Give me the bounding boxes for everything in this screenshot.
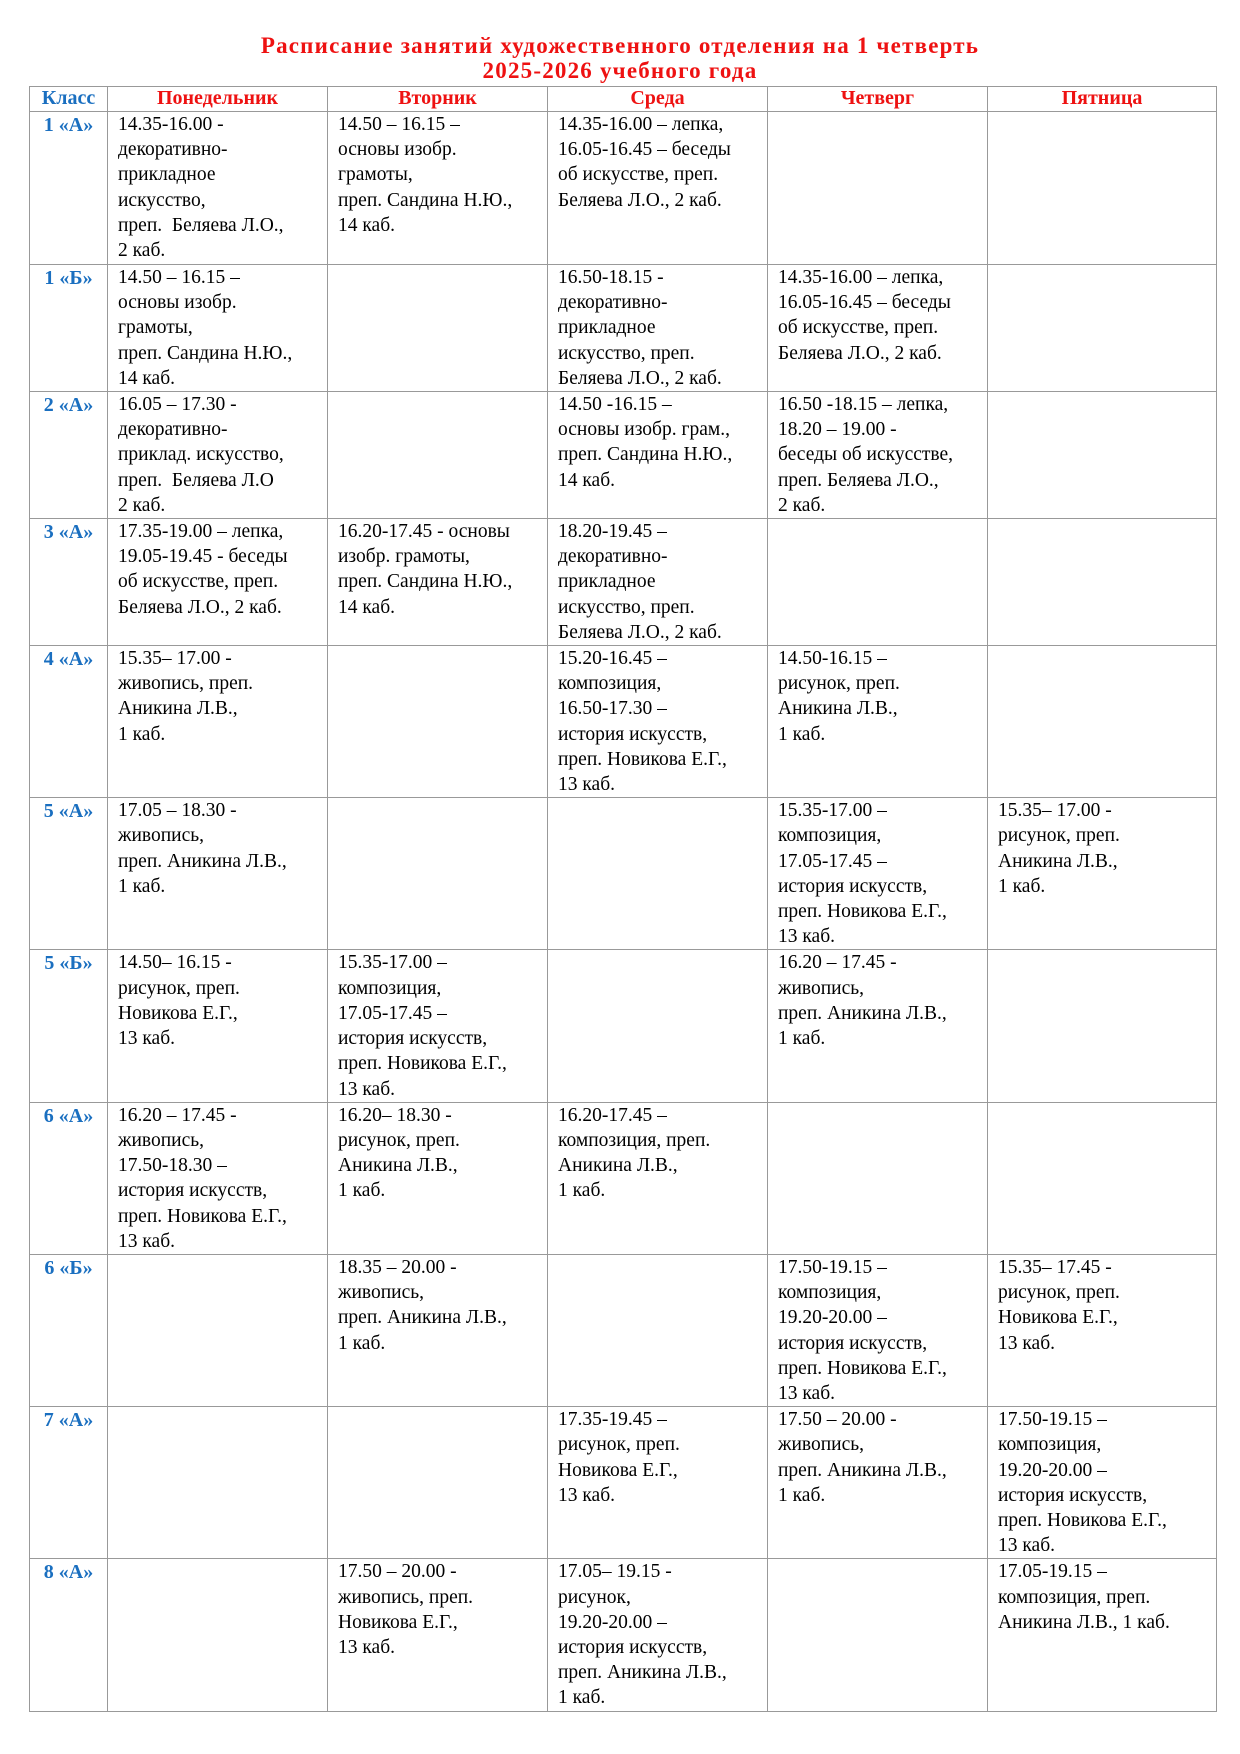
class-label: 8 «А» — [30, 1559, 108, 1711]
header-class: Класс — [30, 87, 108, 112]
schedule-row — [30, 519, 1217, 646]
lesson-cell-monday — [108, 1102, 328, 1254]
lesson-cell-tuesday — [328, 1254, 548, 1406]
lesson-line: 14.35-16.00 – лепка, — [778, 267, 944, 288]
schedule-row — [30, 265, 1217, 392]
lesson-line: 1 каб. — [118, 875, 166, 897]
lesson-cell-wednesday — [548, 1559, 768, 1711]
lesson-line: рисунок, преп. — [558, 1434, 680, 1456]
lesson-line: рисунок, преп. — [998, 825, 1120, 847]
lesson-cell-friday — [988, 1407, 1217, 1559]
lesson-line: 16.05 – 17.30 - — [118, 394, 237, 416]
lesson-line: об искусстве, преп. — [118, 571, 279, 593]
lesson-line: преп. Новикова Е.Г., — [778, 1357, 947, 1379]
lesson-line: 14.50 – 16.15 – — [118, 267, 240, 288]
lesson-line: история искусств, — [998, 1484, 1148, 1506]
lesson-cell-friday — [988, 798, 1217, 950]
lesson-line: история искусств, — [778, 1332, 928, 1354]
header-row — [30, 87, 1217, 112]
lesson-line: история искусств, — [338, 1028, 488, 1050]
lesson-line: преп. Аникина Л.В., — [118, 850, 287, 872]
lesson-line: изобр. грамоты, — [338, 546, 470, 568]
lesson-line: 17.05 – 18.30 - — [118, 800, 237, 822]
lesson-line: композиция, — [998, 1434, 1102, 1456]
lesson-line: 13 каб. — [778, 926, 836, 948]
lesson-cell-friday — [988, 112, 1217, 265]
lesson-line: 16.50-18.15 - — [558, 267, 664, 288]
lesson-line: рисунок, преп. — [118, 977, 240, 999]
lesson-line: 2 каб. — [118, 494, 166, 516]
lesson-cell-wednesday — [548, 392, 768, 519]
lesson-line: 1 каб. — [118, 723, 166, 745]
lesson-line: грамоты, — [338, 164, 413, 186]
lesson-cell-monday — [108, 950, 328, 1102]
lesson-line: 13 каб. — [558, 1484, 616, 1506]
lesson-line: 16.50 -18.15 – лепка, — [778, 394, 949, 416]
lesson-line: 18.20 – 19.00 - — [778, 419, 897, 441]
lesson-line: история искусств, — [558, 723, 708, 745]
lesson-line: основы изобр. грам., — [558, 419, 730, 441]
lesson-line: 17.50 – 20.00 - — [778, 1409, 897, 1431]
lesson-line: 14.50 – 16.15 – — [338, 114, 460, 135]
class-label: 2 «А» — [30, 392, 108, 519]
lesson-line: преп. Аникина Л.В., — [778, 1459, 947, 1481]
lesson-line: декоративно- — [558, 292, 668, 314]
lesson-cell-friday — [988, 392, 1217, 519]
class-label: 4 «А» — [30, 646, 108, 798]
lesson-cell-friday — [988, 519, 1217, 646]
lesson-line: 1 каб. — [558, 1180, 606, 1202]
lesson-line: 15.35– 17.00 - — [118, 648, 232, 670]
lesson-cell-tuesday — [328, 112, 548, 265]
lesson-cell-monday — [108, 519, 328, 646]
schedule-table — [29, 86, 1217, 1712]
lesson-line: Аникина Л.В., — [998, 850, 1118, 872]
lesson-line: 17.50-18.30 – — [118, 1155, 227, 1177]
lesson-cell-wednesday — [548, 265, 768, 392]
lesson-line: преп. Сандина Н.Ю., — [558, 444, 733, 466]
class-label: 1 «Б» — [30, 265, 108, 392]
class-label: 5 «Б» — [30, 950, 108, 1102]
lesson-line: 1 каб. — [778, 723, 826, 745]
lesson-line: декоративно- — [118, 139, 228, 161]
lesson-cell-wednesday — [548, 112, 768, 265]
lesson-cell-wednesday — [548, 519, 768, 646]
lesson-line: 13 каб. — [338, 1078, 396, 1100]
lesson-line: живопись, преп. — [118, 673, 254, 695]
lesson-line: 17.50 – 20.00 - — [338, 1561, 457, 1583]
lesson-line: 14.35-16.00 - — [118, 114, 224, 135]
lesson-cell-thursday — [768, 392, 988, 519]
lesson-cell-monday — [108, 112, 328, 265]
lesson-cell-monday — [108, 798, 328, 950]
lesson-line: преп. Сандина Н.Ю., — [118, 342, 293, 364]
lesson-cell-thursday — [768, 265, 988, 392]
lesson-line: Беляева Л.О., 2 каб. — [118, 596, 282, 618]
schedule-body — [30, 112, 1217, 1712]
lesson-line: 17.50-19.15 – — [778, 1256, 887, 1278]
schedule-row — [30, 1559, 1217, 1711]
lesson-line: живопись, преп. — [338, 1586, 474, 1608]
lesson-line: 13 каб. — [338, 1636, 396, 1658]
lesson-cell-tuesday — [328, 265, 548, 392]
lesson-line: 14 каб. — [338, 596, 396, 618]
class-label: 1 «А» — [30, 112, 108, 265]
lesson-line: прикладное — [118, 164, 216, 186]
lesson-line: рисунок, преп. — [998, 1282, 1120, 1304]
lesson-cell-thursday — [768, 519, 988, 646]
lesson-line: 13 каб. — [118, 1028, 176, 1050]
lesson-line: 16.20 – 17.45 - — [118, 1104, 237, 1126]
lesson-line: Беляева Л.О., 2 каб. — [558, 189, 722, 211]
header-friday: Пятница — [988, 87, 1217, 112]
lesson-cell-friday — [988, 265, 1217, 392]
lesson-cell-thursday — [768, 1559, 988, 1711]
lesson-line: 19.05-19.45 - беседы — [118, 546, 288, 568]
lesson-line: 14 каб. — [118, 367, 176, 389]
lesson-cell-thursday — [768, 1407, 988, 1559]
lesson-line: преп. Новикова Е.Г., — [338, 1053, 507, 1075]
lesson-line: основы изобр. — [338, 139, 457, 161]
lesson-cell-tuesday — [328, 392, 548, 519]
lesson-line: 15.35-17.00 – — [338, 952, 447, 974]
lesson-line: история искусств, — [558, 1636, 708, 1658]
lesson-line: история искусств, — [778, 875, 928, 897]
class-label: 6 «Б» — [30, 1254, 108, 1406]
lesson-line: композиция, — [558, 673, 662, 695]
lesson-cell-monday — [108, 392, 328, 519]
lesson-line: Беляева Л.О., 2 каб. — [778, 342, 942, 364]
schedule-row — [30, 1102, 1217, 1254]
lesson-cell-tuesday — [328, 519, 548, 646]
class-label: 6 «А» — [30, 1102, 108, 1254]
lesson-cell-friday — [988, 1559, 1217, 1711]
page-title — [0, 33, 1240, 83]
lesson-line: 14 каб. — [558, 469, 616, 491]
lesson-line: 16.20-17.45 – — [558, 1104, 667, 1126]
lesson-cell-wednesday — [548, 1254, 768, 1406]
lesson-line: преп. Новикова Е.Г., — [118, 1205, 287, 1227]
lesson-cell-thursday — [768, 1254, 988, 1406]
lesson-line: 13 каб. — [778, 1382, 836, 1404]
lesson-line: 14 каб. — [338, 214, 396, 236]
lesson-line: преп. Беляева Л.О — [118, 469, 274, 491]
schedule-row — [30, 1407, 1217, 1559]
lesson-line: преп. Новикова Е.Г., — [998, 1509, 1167, 1531]
lesson-line: 17.35-19.45 – — [558, 1409, 667, 1431]
lesson-cell-wednesday — [548, 1102, 768, 1254]
lesson-line: 16.50-17.30 – — [558, 698, 667, 720]
lesson-line: Новикова Е.Г., — [558, 1459, 678, 1481]
lesson-line: 14.50 -16.15 – — [558, 394, 672, 416]
lesson-cell-tuesday — [328, 950, 548, 1102]
lesson-line: преп. Беляева Л.О., — [118, 214, 284, 236]
lesson-line: 13 каб. — [118, 1230, 176, 1252]
lesson-line: 1 каб. — [778, 1484, 826, 1506]
lesson-line: 17.35-19.00 – лепка, — [118, 521, 284, 543]
lesson-cell-wednesday — [548, 798, 768, 950]
header-tuesday: Вторник — [328, 87, 548, 112]
lesson-cell-tuesday — [328, 1407, 548, 1559]
lesson-cell-tuesday — [328, 798, 548, 950]
lesson-line: преп. Сандина Н.Ю., — [338, 571, 513, 593]
lesson-cell-thursday — [768, 646, 988, 798]
lesson-line: преп. Аникина Л.В., — [778, 1002, 947, 1024]
lesson-line: 16.20– 18.30 - — [338, 1104, 452, 1126]
lesson-line: преп. Беляева Л.О., — [778, 469, 939, 491]
lesson-line: 17.50-19.15 – — [998, 1409, 1107, 1431]
lesson-cell-thursday — [768, 798, 988, 950]
lesson-line: 16.05-16.45 – беседы — [778, 292, 951, 314]
lesson-line: 17.05-17.45 – — [778, 850, 887, 872]
lesson-line: композиция, — [778, 825, 882, 847]
lesson-line: преп. Аникина Л.В., — [338, 1307, 507, 1329]
class-label: 7 «А» — [30, 1407, 108, 1559]
lesson-line: живопись, — [118, 825, 205, 847]
lesson-line: 18.35 – 20.00 - — [338, 1256, 457, 1278]
lesson-cell-monday — [108, 646, 328, 798]
lesson-line: 1 каб. — [998, 875, 1046, 897]
lesson-line: Беляева Л.О., 2 каб. — [558, 367, 722, 389]
lesson-line: история искусств, — [118, 1180, 268, 1202]
lesson-line: рисунок, — [558, 1586, 631, 1608]
lesson-cell-wednesday — [548, 1407, 768, 1559]
lesson-line: преп. Новикова Е.Г., — [778, 901, 947, 923]
lesson-line: 15.35– 17.45 - — [998, 1256, 1112, 1278]
lesson-line: беседы об искусстве, — [778, 444, 954, 466]
header-wednesday: Среда — [548, 87, 768, 112]
lesson-line: основы изобр. — [118, 292, 237, 314]
lesson-line: Новикова Е.Г., — [338, 1611, 458, 1633]
lesson-line: 18.20-19.45 – — [558, 521, 667, 543]
lesson-line: искусство, — [118, 189, 206, 211]
lesson-cell-friday — [988, 1254, 1217, 1406]
lesson-line: 17.05-17.45 – — [338, 1002, 447, 1024]
lesson-line: Аникина Л.В., — [338, 1155, 458, 1177]
lesson-line: 15.35– 17.00 - — [998, 800, 1112, 822]
lesson-line: композиция, — [778, 1282, 882, 1304]
lesson-line: 17.05-19.15 – — [998, 1561, 1107, 1583]
lesson-line: 15.20-16.45 – — [558, 648, 667, 670]
lesson-line: 1 каб. — [778, 1028, 826, 1050]
lesson-line: 19.20-20.00 – — [558, 1611, 667, 1633]
lesson-line: преп. Новикова Е.Г., — [558, 748, 727, 770]
lesson-line: 19.20-20.00 – — [998, 1459, 1107, 1481]
schedule-row — [30, 112, 1217, 265]
lesson-line: Беляева Л.О., 2 каб. — [558, 621, 722, 643]
lesson-cell-wednesday — [548, 950, 768, 1102]
lesson-line: приклад. искусство, — [118, 444, 284, 466]
lesson-line: живопись, — [778, 1434, 865, 1456]
lesson-line: декоративно- — [118, 419, 228, 441]
lesson-line: преп. Сандина Н.Ю., — [338, 189, 513, 211]
lesson-line: Аникина Л.В., — [778, 698, 898, 720]
lesson-line: 1 каб. — [558, 1687, 606, 1709]
lesson-line: 16.20-17.45 - основы — [338, 521, 510, 543]
lesson-line: живопись, — [338, 1282, 425, 1304]
title-line-2: 2025-2026 учебного года — [482, 58, 758, 83]
lesson-line: 1 каб. — [338, 1332, 386, 1354]
title-line-1: Расписание занятий художественного отделения на 1 четверть — [260, 33, 980, 58]
lesson-cell-friday — [988, 1102, 1217, 1254]
lesson-line: об искусстве, преп. — [778, 317, 939, 339]
lesson-cell-thursday — [768, 1102, 988, 1254]
lesson-line: живопись, — [778, 977, 865, 999]
lesson-line: искусство, преп. — [558, 342, 695, 364]
lesson-line: 13 каб. — [998, 1535, 1056, 1557]
lesson-line: Аникина Л.В., 1 каб. — [998, 1611, 1170, 1633]
lesson-cell-wednesday — [548, 646, 768, 798]
header-monday: Понедельник — [108, 87, 328, 112]
lesson-cell-tuesday — [328, 646, 548, 798]
lesson-line: рисунок, преп. — [338, 1129, 460, 1151]
schedule-row — [30, 798, 1217, 950]
lesson-line: искусство, преп. — [558, 596, 695, 618]
lesson-line: живопись, — [118, 1129, 205, 1151]
class-label: 3 «А» — [30, 519, 108, 646]
lesson-line: 13 каб. — [558, 774, 616, 796]
schedule-row — [30, 950, 1217, 1102]
lesson-line: 15.35-17.00 – — [778, 800, 887, 822]
lesson-line: композиция, — [338, 977, 442, 999]
lesson-line: 13 каб. — [998, 1332, 1056, 1354]
lesson-cell-monday — [108, 1407, 328, 1559]
lesson-line: преп. Аникина Л.В., — [558, 1662, 727, 1684]
lesson-line: грамоты, — [118, 317, 193, 339]
lesson-line: 16.20 – 17.45 - — [778, 952, 897, 974]
lesson-line: прикладное — [558, 317, 656, 339]
schedule-row — [30, 392, 1217, 519]
schedule-row — [30, 1254, 1217, 1406]
header-thursday: Четверг — [768, 87, 988, 112]
lesson-cell-friday — [988, 646, 1217, 798]
lesson-line: 1 каб. — [338, 1180, 386, 1202]
lesson-cell-tuesday — [328, 1102, 548, 1254]
lesson-cell-tuesday — [328, 1559, 548, 1711]
lesson-line: рисунок, преп. — [778, 673, 900, 695]
lesson-line: 16.05-16.45 – беседы — [558, 139, 731, 161]
lesson-cell-thursday — [768, 112, 988, 265]
lesson-line: 17.05– 19.15 - — [558, 1561, 672, 1583]
lesson-cell-friday — [988, 950, 1217, 1102]
lesson-line: композиция, преп. — [558, 1129, 711, 1151]
lesson-line: прикладное — [558, 571, 656, 593]
lesson-line: 2 каб. — [778, 494, 826, 516]
lesson-line: композиция, преп. — [998, 1586, 1151, 1608]
lesson-line: 2 каб. — [118, 240, 166, 262]
lesson-cell-monday — [108, 265, 328, 392]
class-label: 5 «А» — [30, 798, 108, 950]
lesson-cell-thursday — [768, 950, 988, 1102]
lesson-line: 19.20-20.00 – — [778, 1307, 887, 1329]
lesson-line: 14.50– 16.15 - — [118, 952, 232, 974]
lesson-line: Новикова Е.Г., — [118, 1002, 238, 1024]
lesson-line: Аникина Л.В., — [118, 698, 238, 720]
lesson-line: 14.35-16.00 – лепка, — [558, 114, 724, 135]
lesson-line: 14.50-16.15 – — [778, 648, 887, 670]
lesson-cell-monday — [108, 1559, 328, 1711]
lesson-line: об искусстве, преп. — [558, 164, 719, 186]
lesson-line: Аникина Л.В., — [558, 1155, 678, 1177]
lesson-line: Новикова Е.Г., — [998, 1307, 1118, 1329]
schedule-row — [30, 646, 1217, 798]
lesson-line: декоративно- — [558, 546, 668, 568]
lesson-cell-monday — [108, 1254, 328, 1406]
